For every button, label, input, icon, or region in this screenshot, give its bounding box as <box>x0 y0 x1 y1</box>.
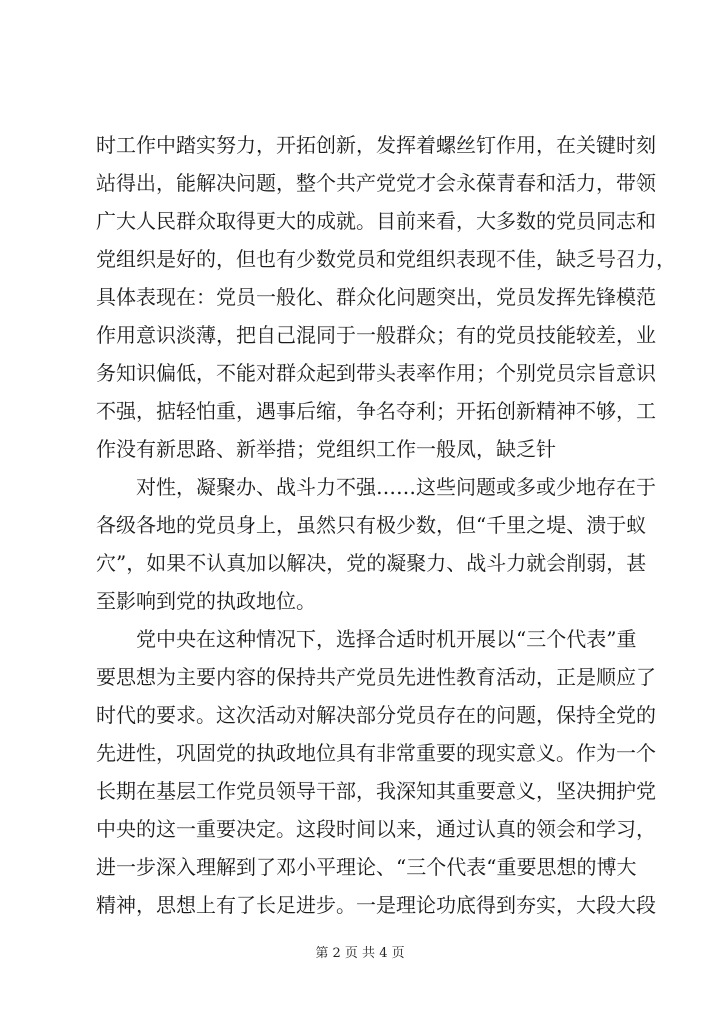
paragraph-1-line-2: 站得出，能解决问题，整个共产党党才会永葆青春和活力，带领 <box>96 171 656 195</box>
paragraph-3-line-7: 进一步深入理解到了邓小平理论、“三个代表“重要思想的博大 <box>96 855 637 879</box>
paragraph-2-line-4: 至影响到党的执政地位。 <box>96 589 316 613</box>
paragraph-3-line-8: 精神，思想上有了长足进步。一是理论功底得到夯实，大段大段 <box>96 893 656 917</box>
paragraph-3-line-2: 要思想为主要内容的保持共产党员先进性教育活动，正是顺应了 <box>96 665 656 689</box>
paragraph-2-line-1: 对性，凝聚办、战斗力不强……这些问题或多或少地存在于 <box>136 475 656 499</box>
paragraph-3-line-6: 中央的这一重要决定。这段时间以来，通过认真的领会和学习， <box>96 817 656 841</box>
paragraph-2-line-3: 穴”，如果不认真加以解决，党的凝聚力、战斗力就会削弱，甚 <box>96 551 647 575</box>
body-text <box>96 126 676 924</box>
paragraph-1-line-1: 时工作中踏实努力，开拓创新，发挥着螺丝钉作用，在关键时刻 <box>96 133 656 157</box>
paragraph-2-line-2: 各级各地的党员身上，虽然只有极少数，但“千里之堤、溃于蚁 <box>96 513 647 537</box>
paragraph-3-line-4: 先进性，巩固党的执政地位具有非常重要的现实意义。作为一个 <box>96 741 656 765</box>
paragraph-3-line-1: 党中央在这种情况下，选择合适时机开展以“三个代表”重 <box>136 627 637 651</box>
paragraph-1-line-6: 作用意识淡薄，把自己混同于一般群众；有的党员技能较差，业 <box>96 323 656 347</box>
paragraph-3-line-3: 时代的要求。这次活动对解决部分党员存在的问题，保持全党的 <box>96 703 656 727</box>
page-footer <box>0 942 720 961</box>
paragraph-1-line-9: 作没有新思路、新举措；党组织工作一般凤，缺乏针 <box>96 437 556 461</box>
paragraph-1-line-7: 务知识偏低，不能对群众起到带头表率作用；个别党员宗旨意识 <box>96 361 656 385</box>
page-number-label: 第 2 页 共 4 页 <box>315 946 405 961</box>
paragraph-1-line-3: 广大人民群众取得更大的成就。目前来看，大多数的党员同志和 <box>96 209 656 233</box>
paragraph-1-line-5: 具体表现在：党员一般化、群众化问题突出，党员发挥先锋模范 <box>96 285 656 309</box>
paragraph-1-line-4: 党组织是好的，但也有少数党员和党组织表现不佳，缺乏号召力， <box>96 247 676 271</box>
paragraph-1-line-8: 不强，掂轻怕重，遇事后缩，争名夺利；开拓创新精神不够，工 <box>96 399 656 423</box>
paragraph-3-line-5: 长期在基层工作党员领导干部，我深知其重要意义，坚决拥护党 <box>96 779 656 803</box>
